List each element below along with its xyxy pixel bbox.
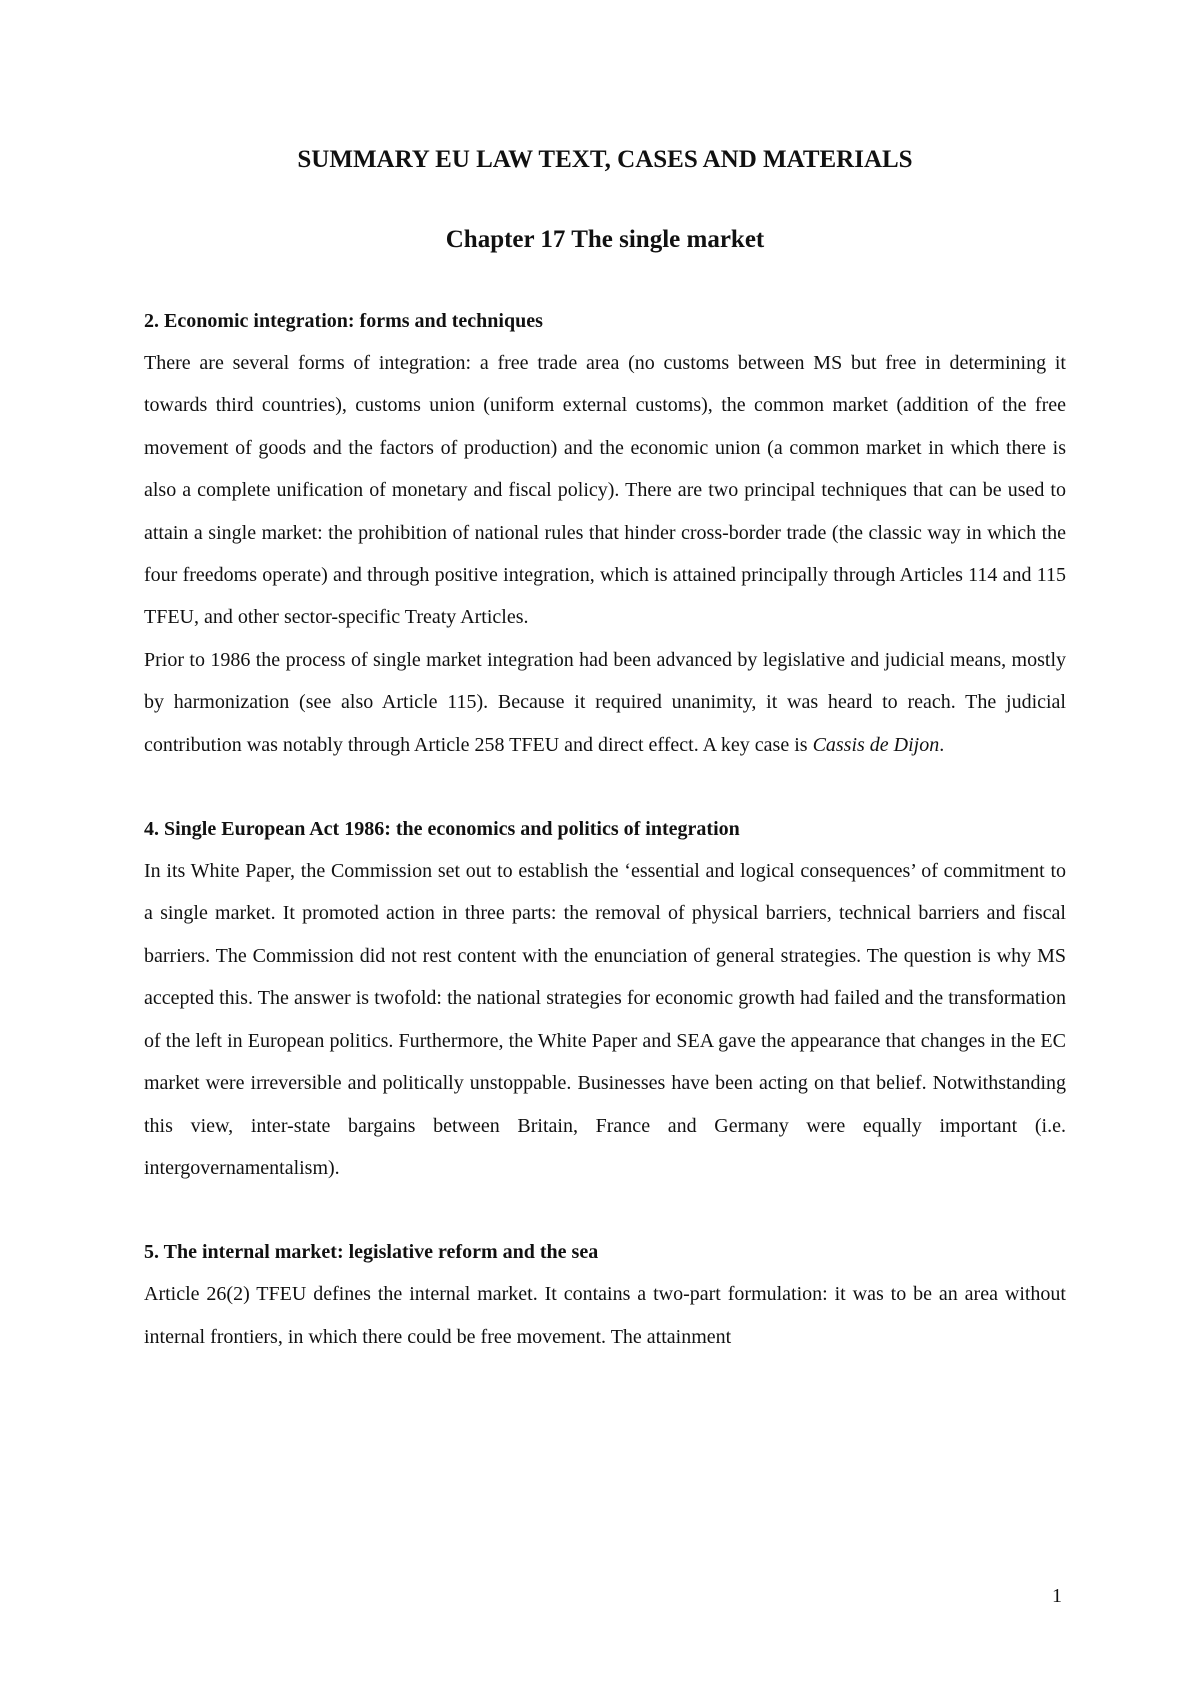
section-heading: 5. The internal market: legislative reform and the sea	[144, 1241, 599, 1264]
paragraph-end: .	[939, 733, 945, 756]
section-heading: 2. Economic integration: forms and techniques	[144, 310, 543, 332]
paragraph	[144, 639, 1066, 766]
page-number: 1	[1052, 1585, 1062, 1607]
case-name: Cassis de Dijon	[812, 733, 940, 756]
chapter-title: Chapter 17 The single market	[445, 226, 765, 253]
section-economic-integration	[144, 300, 1066, 766]
section-single-european-act	[144, 808, 1066, 1189]
paragraph: Article 26(2) TFEU defines the internal market. It contains a two-part formulation: it was to be an area without internal frontiers, in which there could be free movement. The attainment	[144, 1283, 1066, 1348]
paragraph: There are several forms of integration: a free trade area (no customs between MS but free in determining it towards third countries), customs union (uniform external customs), the common market (addition of the free movement of goods and the factors of production) and the economic union (a common market in which there is also a complete unification of monetary and fiscal policy). There are two principal techniques that can be used to attain a single market: the prohibition of national rules that hinder cross-border trade (the classic way in which the four freedoms operate) and through positive integration, which is attained principally through Articles 114 and 115 TFEU, and other sector-specific Treaty Articles.	[144, 352, 1066, 629]
document-title: SUMMARY EU LAW TEXT, CASES AND MATERIALS	[297, 146, 913, 173]
paragraph: In its White Paper, the Commission set out to establish the ‘essential and logical consequences’ of commitment to a single market. It promoted action in three parts: the removal of physical barriers, technical barriers and fiscal barriers. The Commission did not rest content with the enunciation of general strategies. The question is why MS accepted this. The answer is twofold: the national strategies for economic growth had failed and the transformation of the left in European politics. Furthermore, the White Paper and SEA gave the appearance that changes in the EC market were irreversible and politically unstoppable. Businesses have been acting on that belief. Notwithstanding this view, inter-state bargains between Britain, France and Germany were equally important (i.e. intergovernamentalism).	[144, 860, 1066, 1179]
section-internal-market	[144, 1231, 1066, 1358]
section-heading: 4. Single European Act 1986: the economics and politics of integration	[144, 818, 740, 841]
paragraph-text: Prior to 1986 the process of single market integration had been advanced by legislative and judicial means, mostly by harmonization (see also Article 115). Because it required unanimity, it was heard to reach. The judicial contribution was notably through Article 258 TFEU and direct effect. A key case is	[144, 648, 1066, 756]
page-content	[144, 140, 1066, 1400]
